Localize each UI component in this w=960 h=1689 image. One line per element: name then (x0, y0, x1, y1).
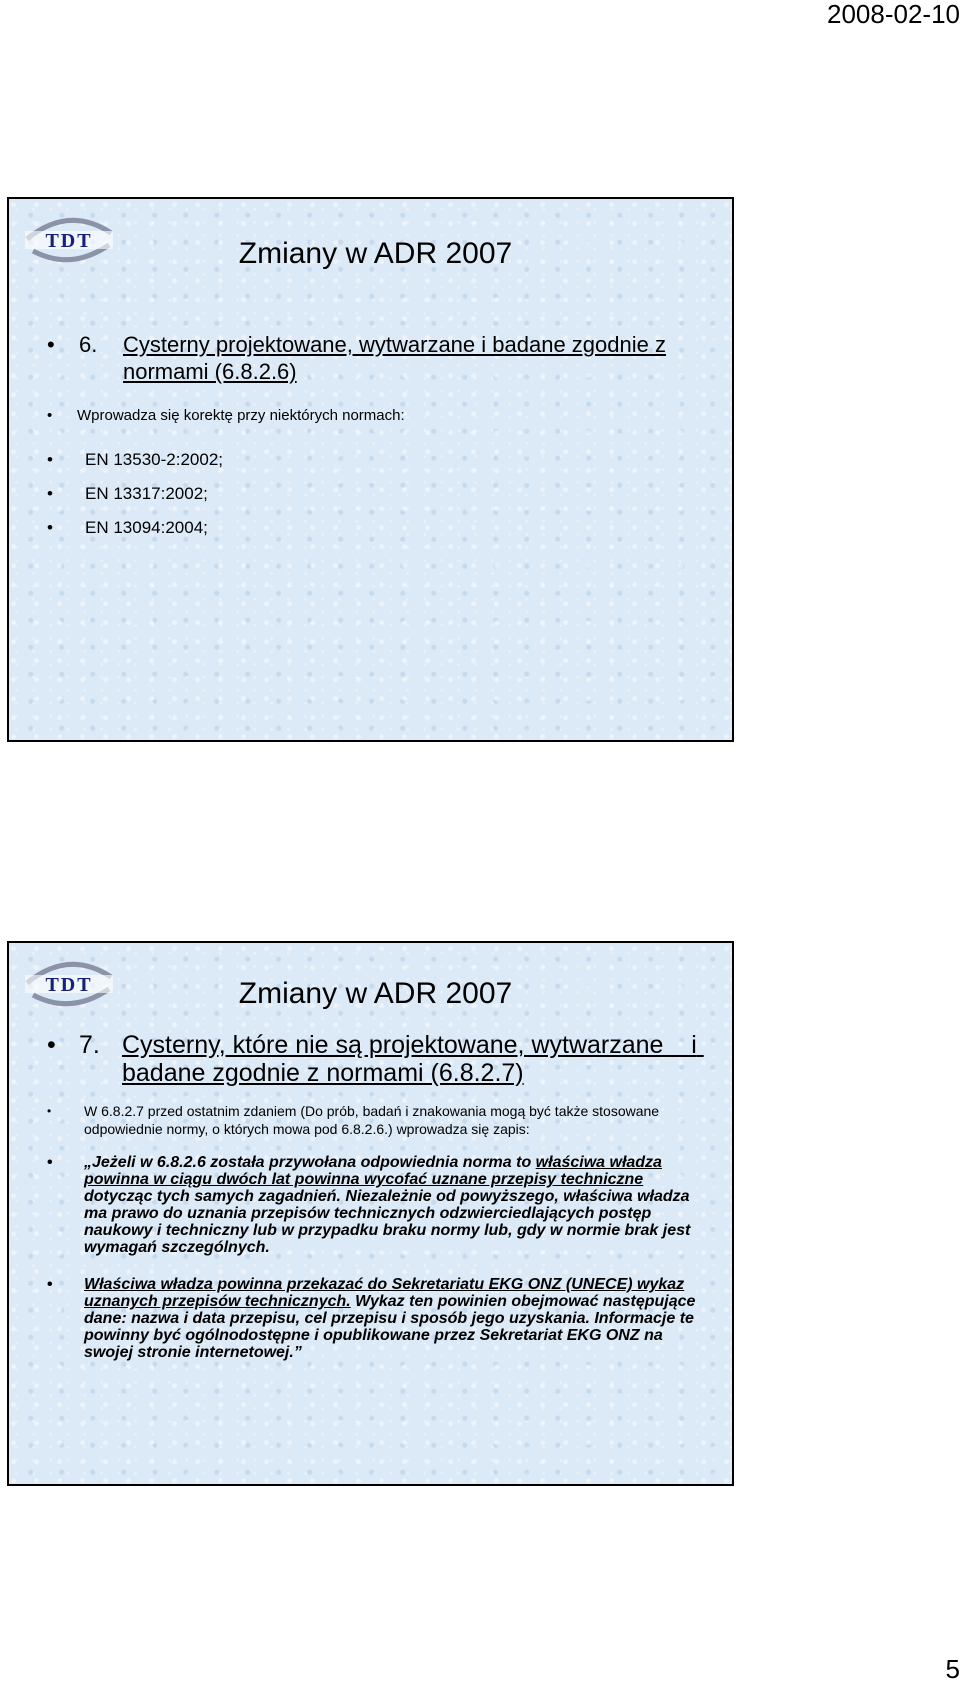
intro-item (47, 407, 712, 424)
section-heading-text: Cysterny, które nie są projektowane, wytwarzane i badane zgodnie z normami (6.8.2.7) (122, 1031, 704, 1087)
section-heading (47, 331, 712, 385)
svg-text:TDT: TDT (45, 974, 93, 996)
slide-1 (7, 197, 734, 742)
bullet-icon: • (47, 407, 53, 424)
section-heading-text: Cysterny projektowane, wytwarzane i badane zgodnie z normami (6.8.2.6) (123, 332, 666, 384)
bullet-icon: • (47, 1276, 53, 1293)
slide-title: Zmiany w ADR 2007 (238, 237, 513, 270)
quote-text: Wykaz ten powinien obejmować następujące dane: nazwa i data przepisu, cel przepisu i sposób jego uzyskania. Informacje te powinny być ogólnodostępne i opublikowane przez Sekretariat EKG ONZ na swojej stronie internetowej.” (84, 1293, 696, 1361)
quote-text: dotycząc tych samych zagadnień. Niezależnie od powyższego, właściwa władza ma prawo do uznania przepisów technicznych odzwierciedlających postęp naukowy i techniczny lub w przypadku braku normy lub, gdy w normie brak jest wymagań szczególnych. (84, 1188, 691, 1256)
bullet-icon: • (47, 450, 53, 469)
page-number: 5 (945, 1654, 960, 1684)
norm-text: EN 13094:2004; (85, 518, 208, 537)
intro-text: Wprowadza się korektę przy niektórych normach: (77, 407, 405, 424)
slide-2 (7, 941, 734, 1486)
quote-text-underlined: Właściwa władza powinna przekazać do Sekretariatu EKG ONZ (UNECE) wykaz uznanych przepisów technicznych. (84, 1276, 685, 1310)
list-item (47, 518, 712, 538)
bullet-icon: • (47, 1031, 56, 1059)
bullet-icon: • (47, 1104, 52, 1118)
slide-title: Zmiany w ADR 2007 (238, 977, 513, 1010)
intro-item (47, 1102, 702, 1138)
section-number: 6. (79, 332, 98, 357)
bullet-icon: • (47, 332, 55, 357)
quote-text: „Jeżeli w 6.8.2.6 została przywołana odpowiednia norma to (84, 1154, 536, 1171)
section-number: 7. (79, 1031, 100, 1059)
section-heading (47, 1031, 702, 1087)
slide-1-content (47, 331, 712, 538)
quote-paragraph-2 (47, 1276, 702, 1361)
bullet-icon: • (47, 484, 53, 503)
bullet-icon: • (47, 1154, 53, 1171)
slide-2-content (47, 1031, 702, 1361)
quote-text-underlined: właściwa władza powinna w ciągu dwóch lat powinna wycofać uznane przepisy techniczne (84, 1154, 662, 1188)
quote-paragraph-1 (47, 1154, 702, 1256)
bullet-icon: • (47, 518, 53, 537)
intro-text: W 6.8.2.7 przed ostatnim zdaniem (Do prób, badań i znakowania mogą być także stosowane odpowiednie normy, o których mowa pod 6.8.2.6.) wprowadza się zapis: (84, 1103, 660, 1137)
norm-text: EN 13317:2002; (85, 484, 208, 503)
norm-text: EN 13530-2:2002; (85, 450, 223, 469)
page-date: 2008-02-10 (827, 0, 960, 29)
svg-text:TDT: TDT (45, 230, 93, 252)
list-item (47, 450, 712, 470)
list-item (47, 484, 712, 504)
